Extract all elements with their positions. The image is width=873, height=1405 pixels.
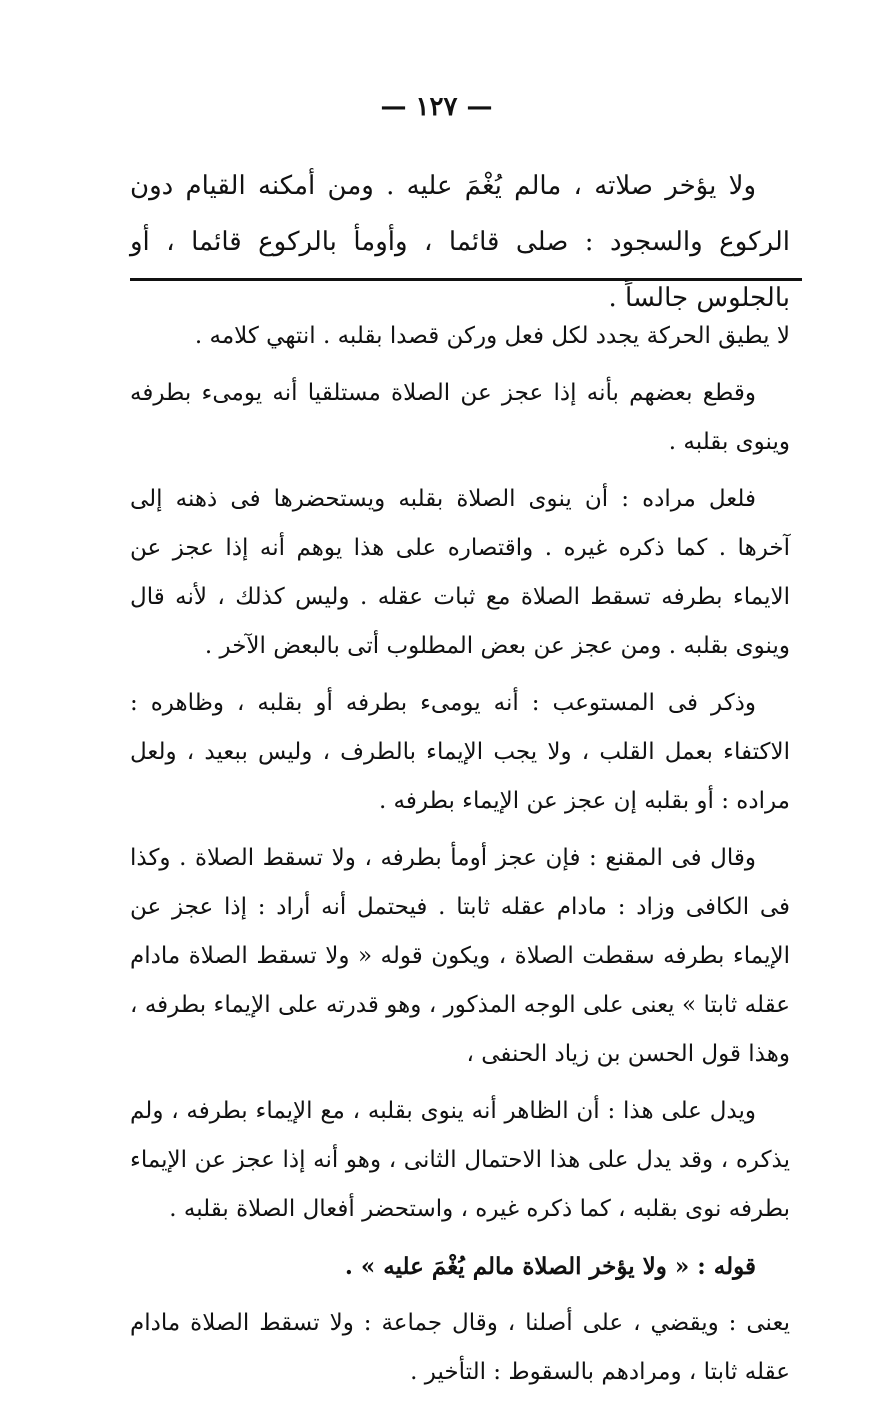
commentary-paragraph: وقال فى المقنع : فإن عجز أومأ بطرفه ، ولا تسقط الصلاة . وكذا فى الكافى وزاد : مادام عقله ثابتا . فيحتمل أنه أراد : إذا عجز عن الإيماء بطرفه سقطت الصلاة ، ويكون قوله « ولا تسقط الصلاة مادام عقله ثابتا » يعنى على الوجه المذكور ، وهو قدرته على الإيماء بطرفه ، وهذا قول الحسن بن زياد الحنفى ، xyxy=(130,845,790,1067)
page-number: — ١٢٧ — xyxy=(380,92,493,122)
commentary-section xyxy=(130,312,790,1405)
commentary-paragraph: وذكر فى المستوعب : أنه يومىء بطرفه أو بقلبه ، وظاهره : الاكتفاء بعمل القلب ، ولا يجب الإيماء بالطرف ، وليس ببعيد ، ولعل مراده : أو بقلبه إن عجز عن الإيماء بطرفه . xyxy=(130,690,790,814)
commentary-paragraph: فلعل مراده : أن ينوى الصلاة بقلبه ويستحضرها فى ذهنه إلى آخرها . كما ذكره غيره . واقتصاره على هذا يوهم أنه إذا عجز عن الايماء بطرفه تسقط الصلاة مع ثبات عقله . وليس كذلك ، لأنه قال وينوى بقلبه . ومن عجز عن بعض المطلوب أتى بالبعض الآخر . xyxy=(130,486,790,659)
footnote-divider xyxy=(130,278,802,281)
quoted-statement: قوله : « ولا يؤخر الصلاة مالم يُغْمَ عليه » . xyxy=(344,1253,756,1280)
commentary-paragraph: يعنى : ويقضي ، على أصلنا ، وقال جماعة : ولا تسقط الصلاة مادام عقله ثابتا ، ومرادهم بالسقوط : التأخير . xyxy=(130,1310,790,1385)
main-paragraph: ولا يؤخر صلاته ، مالم يُغْمَ عليه . ومن أمكنه القيام دون الركوع والسجود : صلى قائما ، وأومأ بالركوع قائما ، أو بالجلوس جالساً . xyxy=(130,171,790,313)
commentary-paragraph: لا يطيق الحركة يجدد لكل فعل وركن قصدا بقلبه . انتهي كلامه . xyxy=(194,323,790,349)
main-text xyxy=(130,158,790,326)
commentary-paragraph: وقطع بعضهم بأنه إذا عجز عن الصلاة مستلقيا أنه يومىء بطرفه وينوى بقلبه . xyxy=(130,380,790,455)
commentary-paragraph: ويدل على هذا : أن الظاهر أنه ينوى بقلبه ، مع الإيماء بطرفه ، ولم يذكره ، وقد يدل على هذا الاحتمال الثانى ، وهو أنه إذا عجز عن الإيماء بطرفه نوى بقلبه ، كما ذكره غيره ، واستحضر أفعال الصلاة بقلبه . xyxy=(130,1098,790,1222)
